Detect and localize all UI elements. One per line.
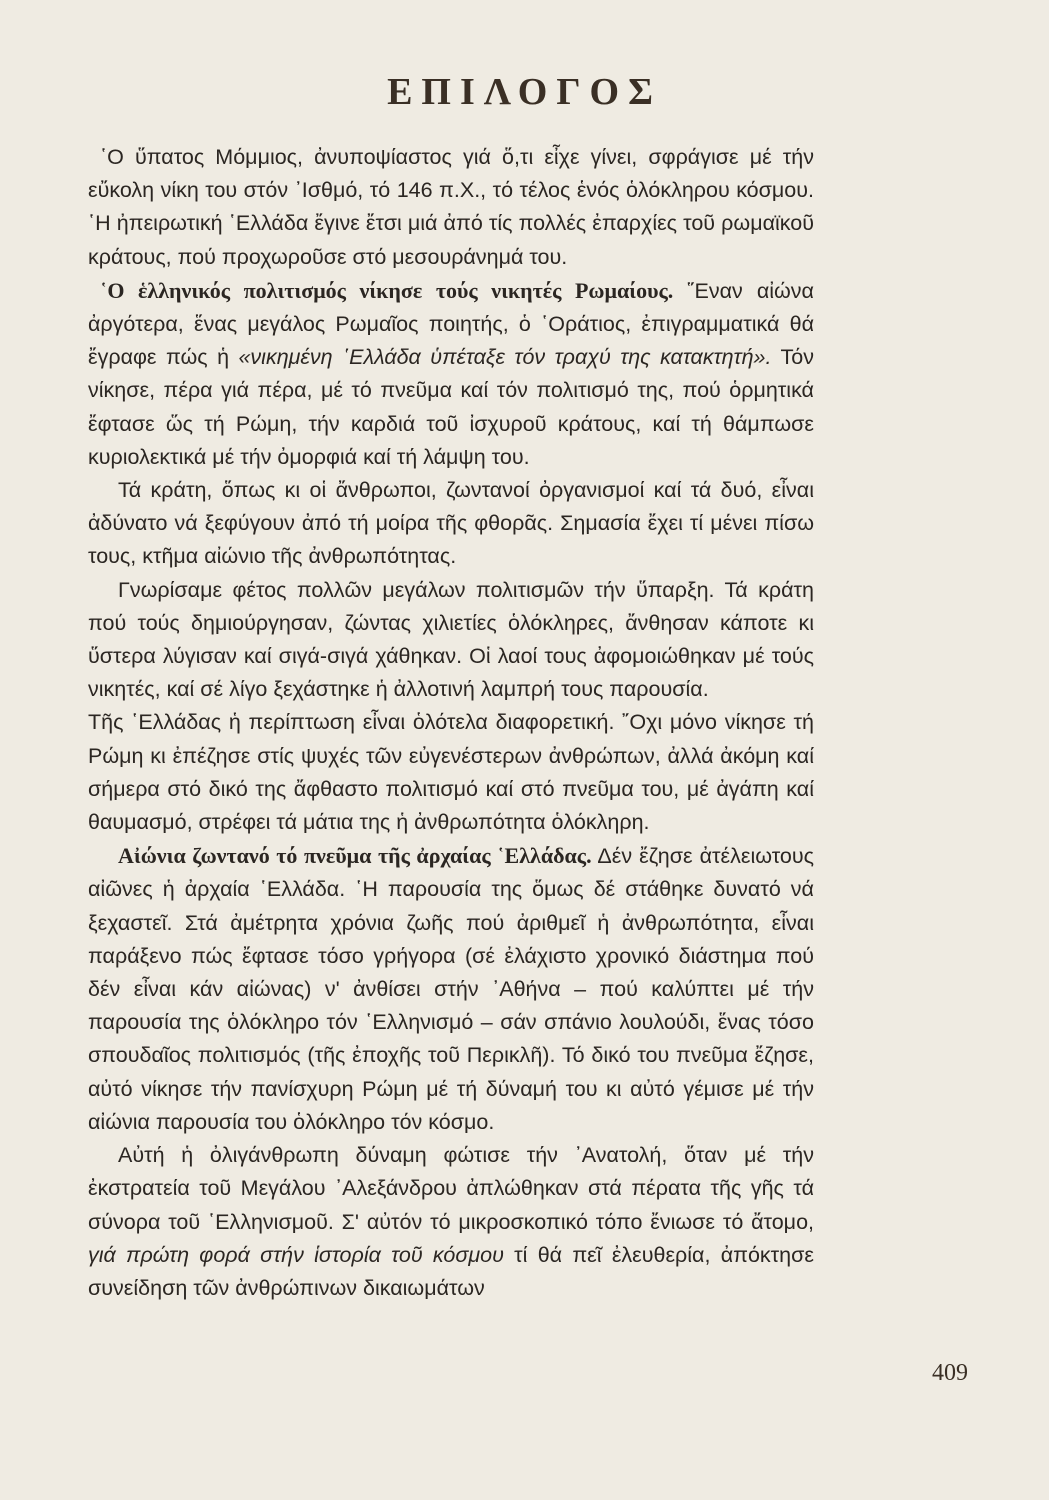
paragraph-2-quote: «νικημένη ῾Ελλάδα ὑπέταξε τόν τραχύ της κατακτητή». [238, 345, 772, 370]
paragraph-6 [88, 839, 814, 1139]
paragraph-2-text-a: ῞Εναν αἰώνα ἀργότερα, ἕνας μεγάλος Ρωμαῖος ποιητής, ὁ ῾Οράτιος, ἐπιγραμματικά θά ἔγραφε πώς ἡ [88, 278, 814, 370]
page-number: 409 [932, 1360, 968, 1386]
paragraph-1: ῾Ο ὕπατος Μόμμιος, ἀνυποψίαστος γιά ὅ,τι εἶχε γίνει, σφράγισε μέ τήν εὔκολη νίκη του στόν ᾿Ισθμό, τό 146 π.Χ., τό τέλος ἑνός ὁλόκληρου κόσμου. ῾Η ἠπειρωτική ῾Ελλάδα ἔγινε ἔτσι μιά ἀπό τίς πολλές ἐπαρχίες τοῦ ρωμαϊκοῦ κράτους, πού προχωροῦσε στό μεσουράνημά του. [88, 145, 814, 269]
paragraph-5: Τῆς ῾Ελλάδας ἡ περίπτωση εἶναι ὁλότελα διαφορετική. ῎Οχι μόνο νίκησε τή Ρώμη κι ἐπέζησε στίς ψυχές τῶν εὐγενέστερων ἀνθρώπων, ἀλλά ἀκόμη καί σήμερα στό δικό της ἄφθαστο πολιτισμό καί στό πνεῦμα του, μέ ἀγάπη καί θαυμασμό, στρέφει τά μάτια της ἡ ἀνθρωπότητα ὁλόκληρη. [88, 710, 814, 835]
paragraph-7-emphasis: γιά πρώτη φορά στήν ἱστορία τοῦ κόσμου [88, 1242, 504, 1267]
paragraph-4: Γνωρίσαμε φέτος πολλῶν μεγάλων πολιτισμῶν τήν ὕπαρξη. Τά κράτη πού τούς δημιούργησαν, ζώντας χιλιετίες ὁλόκληρες, ἄνθησαν κάποτε κι ὕστερα λύγισαν καί σιγά-σιγά χάθηκαν. Οἱ λαοί τους ἀφομοιώθηκαν μέ τούς νικητές, καί σέ λίγο ξεχάστηκε ἡ ἀλλοτινή λαμπρή τους παρουσία. [88, 577, 814, 702]
page-title: ΕΠΙΛΟΓΟΣ [387, 71, 662, 113]
paragraph-2 [88, 274, 814, 474]
paragraph-3: Τά κράτη, ὅπως κι οἱ ἄνθρωποι, ζωντανοί ὀργανισμοί καί τά δυό, εἶναι ἀδύνατο νά ξεφύγουν ἀπό τή μοίρα τῆς φθορᾶς. Σημασία ἔχει τί μένει πίσω τους, κτῆμα αἰώνιο τῆς ἀνθρωπότητας. [88, 478, 814, 569]
body-text [88, 141, 814, 1305]
paragraph-7-text-b: τί θά πεῖ ἐλευθερία, ἀπόκτησε συνείδηση τῶν ἀνθρώπινων δικαιωμάτων [88, 1242, 814, 1300]
paragraph-6-heading: Αἰώνια ζωντανό τό πνεῦμα τῆς ἀρχαίας ῾Ελλάδας. [118, 843, 592, 869]
paragraph-6-text: Δέν ἔζησε ἀτέλειωτους αἰῶνες ἡ ἀρχαία ῾Ελλάδα. ῾Η παρουσία της ὅμως δέ στάθηκε δυνατό νά ξεχαστεῖ. Στά ἀμέτρητα χρόνια ζωῆς πού ἀριθμεῖ ἡ ἀνθρωπότητα, εἶναι παράξενο πώς ἔφτασε τόσο γρήγορα (σέ ἐλάχιστο χρονικό διάστημα πού δέν εἶναι κάν αἰώνας) ν' ἀνθίσει στήν ᾿Αθήνα – πού καλύπτει μέ τήν παρουσία της ὁλόκληρο τόν ῾Ελληνισμό – σάν σπάνιο λουλούδι, ἕνας τόσο σπουδαῖος πολιτισμός (τῆς ἐποχῆς τοῦ Περικλῆ). Τό δικό του πνεῦμα ἔζησε, αὐτό νίκησε τήν πανίσχυρη Ρώμη μέ τή δύναμή του κι αὐτό γέμισε μέ τήν αἰώνια παρουσία του ὁλόκληρο τόν κόσμο. [88, 844, 814, 1134]
paragraph-7 [88, 1139, 814, 1305]
paragraph-2-text-b: Τόν νίκησε, πέρα γιά πέρα, μέ τό πνεῦμα καί τόν πολιτισμό της, πού ὁρμητικά ἔφτασε ὥς τή Ρώμη, τήν καρδιά τοῦ ἰσχυροῦ κράτους, καί τή θάμπωσε κυριολεκτικά μέ τήν ὀμορφιά καί τή λάμψη του. [88, 345, 814, 469]
paragraph-7-text-a: Αὐτή ἡ ὀλιγάνθρωπη δύναμη φώτισε τήν ᾿Ανατολή, ὅταν μέ τήν ἐκστρατεία τοῦ Μεγάλου ᾿Αλεξάνδρου ἀπλώθηκαν στά πέρατα τῆς γῆς τά σύνορα τοῦ ῾Ελληνισμοῦ. Σ' αὐτόν τό μικροσκοπικό τόπο ἔνιωσε τό ἄτομο, [88, 1143, 814, 1234]
paragraph-2-heading: ῾Ο ἑλληνικός πολιτισμός νίκησε τούς νικητές Ρωμαίους. [100, 277, 674, 303]
